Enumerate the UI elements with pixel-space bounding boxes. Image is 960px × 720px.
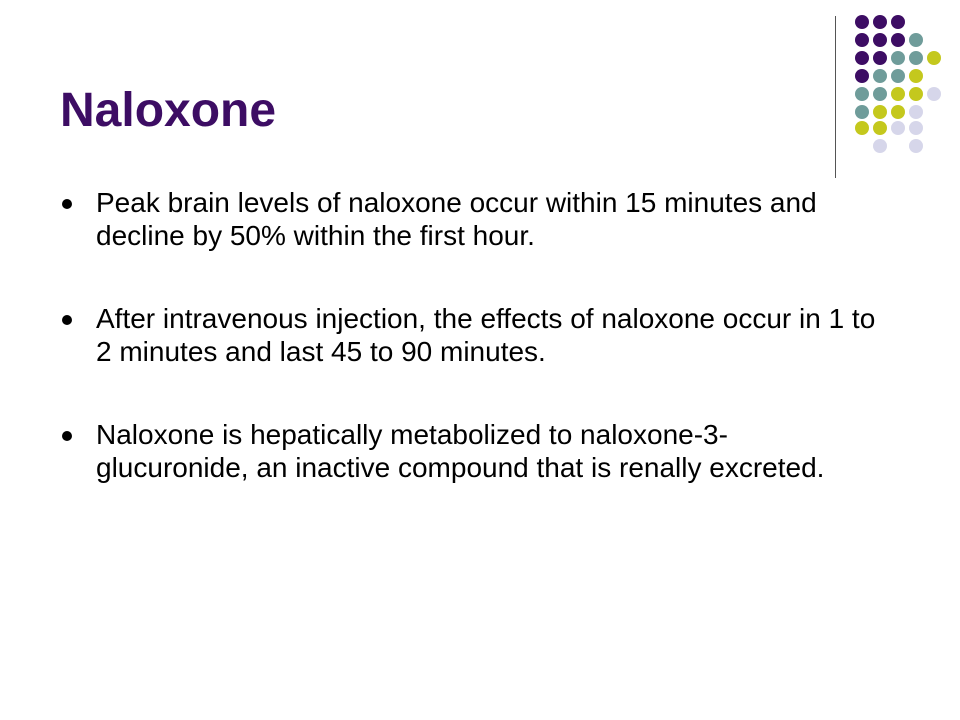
bullet-text: Peak brain levels of naloxone occur within 15 minutes and decline by 50% within the first hour. xyxy=(96,187,817,251)
bullet-text: Naloxone is hepatically metabolized to naloxone-3-glucuronide, an inactive compound that is renally excreted. xyxy=(96,419,825,483)
bullet-item xyxy=(60,186,880,252)
bullet-text: After intravenous injection, the effects of naloxone occur in 1 to 2 minutes and last 45 to 90 minutes. xyxy=(96,303,876,367)
decorative-dot xyxy=(855,105,869,119)
decorative-dot xyxy=(891,69,905,83)
decorative-dot xyxy=(909,121,923,135)
decorative-dot xyxy=(891,15,905,29)
decorative-dot xyxy=(855,87,869,101)
bullet-dot-icon xyxy=(62,199,72,209)
decorative-dot xyxy=(891,51,905,65)
bullet-item xyxy=(60,302,880,368)
bullet-dot-icon xyxy=(62,315,72,325)
bullet-item xyxy=(60,418,880,484)
decorative-dot xyxy=(855,121,869,135)
decorative-dot xyxy=(891,87,905,101)
decorative-dot xyxy=(873,105,887,119)
slide-title: Naloxone xyxy=(60,84,277,137)
decorative-dot xyxy=(909,69,923,83)
decorative-dot xyxy=(855,51,869,65)
decorative-dot xyxy=(891,121,905,135)
decorative-dot xyxy=(873,139,887,153)
decorative-dot xyxy=(873,15,887,29)
decorative-dot xyxy=(873,51,887,65)
decorative-dot xyxy=(909,105,923,119)
decorative-dot xyxy=(873,33,887,47)
decorative-dot xyxy=(909,139,923,153)
decorative-dot xyxy=(891,105,905,119)
decorative-dot xyxy=(909,87,923,101)
bullet-dot-icon xyxy=(62,431,72,441)
decorative-dot xyxy=(909,33,923,47)
decorative-dot xyxy=(855,33,869,47)
decorative-dot xyxy=(873,87,887,101)
decorative-dot xyxy=(927,87,941,101)
vertical-divider xyxy=(835,16,836,178)
decorative-dot xyxy=(927,51,941,65)
decorative-dot xyxy=(873,69,887,83)
decorative-dot xyxy=(855,69,869,83)
bullet-list xyxy=(60,186,880,534)
decorative-dot xyxy=(909,51,923,65)
decorative-dot xyxy=(891,33,905,47)
decorative-dot xyxy=(873,121,887,135)
decorative-dot xyxy=(855,15,869,29)
